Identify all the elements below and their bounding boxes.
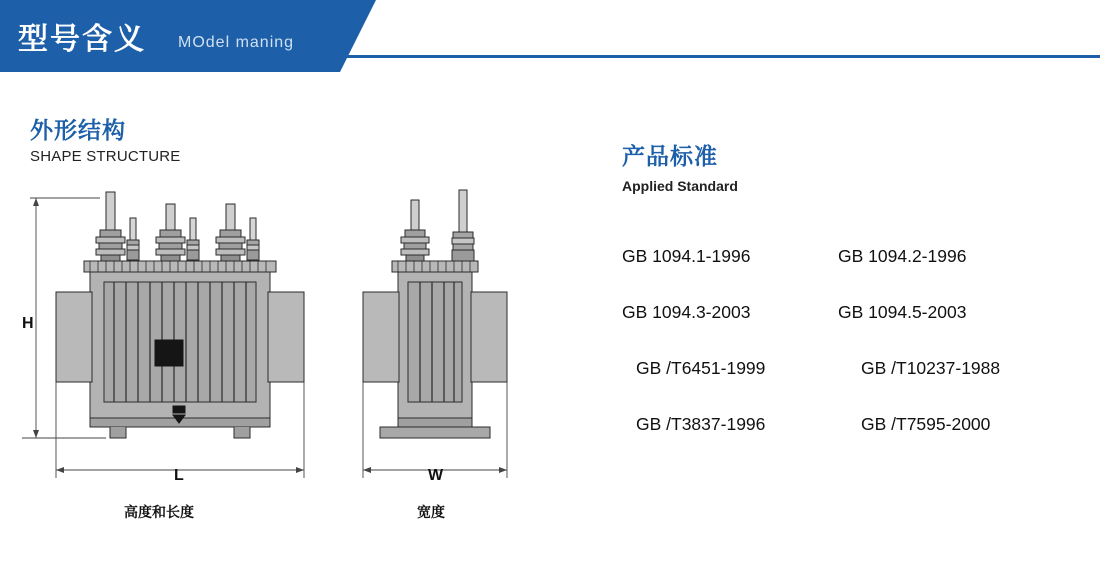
side-view-right-radiator xyxy=(471,292,507,382)
standard-row xyxy=(622,414,1072,470)
dimension-label-length: L xyxy=(174,467,184,484)
banner-horizontal-rule xyxy=(318,55,1100,58)
front-view-left-radiator xyxy=(56,292,92,382)
transformer-outline-drawings xyxy=(0,170,600,540)
standard-code: GB 1094.5-2003 xyxy=(838,302,967,322)
standard-row xyxy=(622,302,1072,358)
standard-code: GB /T7595-2000 xyxy=(861,414,991,434)
standard-code: GB 1094.2-1996 xyxy=(838,246,967,266)
side-view-left-radiator xyxy=(363,292,399,382)
standard-code: GB 1094.3-2003 xyxy=(622,302,751,322)
side-view-caption: 宽度 xyxy=(417,504,445,520)
dimension-label-width: W xyxy=(428,467,444,484)
side-view-skid xyxy=(380,427,490,438)
shape-structure-title-chinese: 外形结构 xyxy=(30,117,126,143)
standard-code: GB /T3837-1996 xyxy=(636,414,766,434)
front-view-nameplate xyxy=(155,340,183,366)
dimension-label-height: H xyxy=(22,315,34,332)
standard-row xyxy=(622,246,1072,302)
side-view-tank-cover xyxy=(392,261,478,272)
standard-row xyxy=(622,358,1072,414)
front-view-right-radiator xyxy=(268,292,304,382)
applied-standard-title-chinese: 产品标准 xyxy=(622,143,718,169)
front-view-foot-right xyxy=(234,427,250,438)
standard-code: GB /T10237-1988 xyxy=(861,358,1001,378)
side-view-bushings xyxy=(401,190,474,263)
side-view-base-plate xyxy=(398,418,472,427)
shape-structure-title-english: SHAPE STRUCTURE xyxy=(30,148,181,165)
banner-title-english: MOdel maning xyxy=(178,34,295,51)
banner-title-chinese: 型号含义 xyxy=(18,23,146,56)
standard-code: GB 1094.1-1996 xyxy=(622,246,751,266)
front-view-caption: 高度和长度 xyxy=(124,504,194,520)
applied-standard-list xyxy=(622,246,1072,470)
front-view-hv-bushings xyxy=(96,192,245,263)
front-view-tank-cover xyxy=(84,261,276,272)
standard-code: GB /T6451-1999 xyxy=(636,358,766,378)
transformer-drawing-svg xyxy=(0,170,600,540)
front-view-foot-left xyxy=(110,427,126,438)
page-header-banner xyxy=(0,0,1100,72)
applied-standard-title-english: Applied Standard xyxy=(622,178,738,194)
